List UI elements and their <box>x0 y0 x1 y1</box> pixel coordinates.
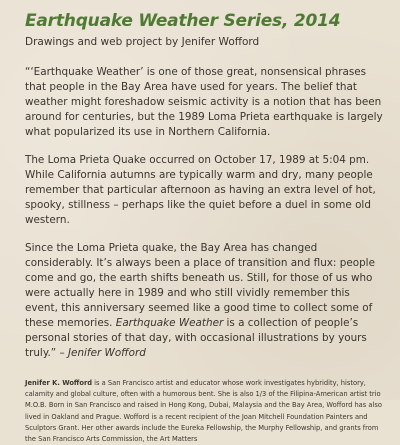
quote-paragraph-3-continued: is a collection of people’s personal stories of that day, with occasional illustrations by yours truly.” – <box>25 317 367 359</box>
artist-bio <box>25 378 385 445</box>
quote-paragraph-3 <box>25 241 385 361</box>
quote-paragraph-3-text: Since the Loma Prieta quake, the Bay Area has changed considerably. It’s always been a place of transition and flux: people come and go, the earth shifts beneath us. Still, for those of us who were actually here in 1989 and who still vividly remember this event, this anniversary seemed like a good time to collect some of these memories. <box>25 242 375 329</box>
artist-name: Jenifer K. Wofford <box>25 379 93 387</box>
quote-paragraph-1: “‘Earthquake Weather’ is one of those great, nonsensical phrases that people in the Bay Area have used for years. The belief that weather might foreshadow seismic activity is a notion that has been around for centuries, but the 1989 Loma Prieta earthquake is largely what popularized its use in Northern California. <box>25 66 383 138</box>
project-title-italic: Earthquake Weather <box>115 317 224 329</box>
quote-author: Jenifer Wofford <box>67 347 146 359</box>
artist-bio-text: is a San Francisco artist and educator whose work investigates hybridity, history, calamity and global culture, often with a humorous bent. She is also 1/3 of the Filipina-American artist trio M.O.B. Born in San Francisco and raised in Hong Kong, Dubai, Malaysia and the Bay Area, Wofford has also lived in Oakland and Prague. Wofford is a recent recipient of the Joan Mitchell Foundation Painters and Sculptors Grant. Her other awards include the Eureka Fellowship, the Murphy Fellowship, and grants from the San Francisco Arts Commission, the Art Matters <box>25 379 382 444</box>
quote-paragraph-2: The Loma Prieta Quake occurred on October 17, 1989 at 5:04 pm. While California autumns are typically warm and dry, many people remember that particular afternoon as having an extra level of hot, spooky, stillness – perhaps like the quiet before a duel in some old western. <box>25 154 376 226</box>
page-subtitle: Drawings and web project by Jenifer Wofford <box>25 36 260 48</box>
page-title: Earthquake Weather Series, 2014 <box>25 11 341 31</box>
